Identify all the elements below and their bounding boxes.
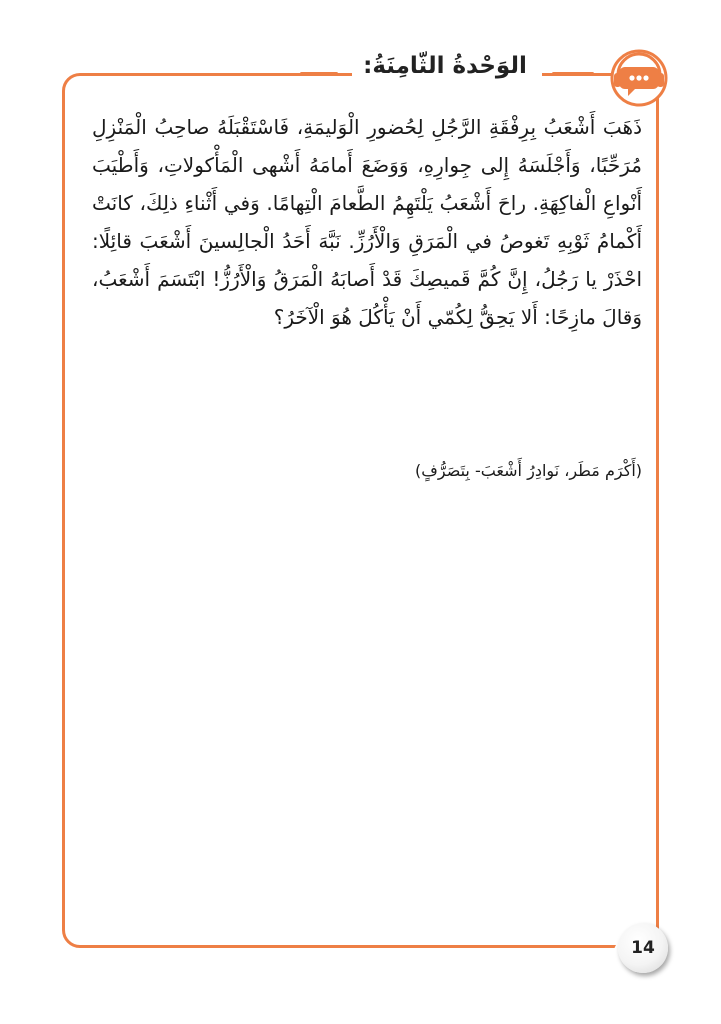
source-citation: (أَكْرَم مَطَر، نَوادِرُ أَشْعَبَ- بِتَصَرُّفٍ) — [415, 461, 642, 480]
story-paragraph: ذَهَبَ أَشْعَبُ بِرِفْقَةِ الرَّجُلِ لِحُضورِ الْوَليمَةِ، فَاسْتَقْبَلَهُ صاحِبُ الْمَنْزِلِ مُرَحِّبًا، وَأَجْلَسَهُ إِلى جِوارِهِ، وَوَضَعَ أَمامَهُ أَشْهى الْمَأْكولاتِ، وَأَطْيَبَ أَنْواعِ الْفاكِهَةِ. راحَ أَشْعَبُ يَلْتَهِمُ الطَّعامَ الْتِهامًا. وَفي أَثْناءِ ذلِكَ، كانَتْ أَكْمامُ ثَوْبِهِ تَغوصُ في الْمَرَقِ وَالْأَرُزِّ. نَبَّهَ أَحَدُ الْجالِسينَ أَشْعَبَ قائِلًا: احْذَرْ يا رَجُلُ، إِنَّ كُمَّ قَميصِكَ قَدْ أَصابَهُ الْمَرَقُ وَالْأَرُزُّ! ابْتَسَمَ أَشْعَبُ، وَقالَ مازِحًا: أَلا يَحِقُّ لِكُمّي أَنْ يَأْكُلَ هُوَ الْآخَرُ؟ — [92, 115, 642, 329]
header-dash-right — [552, 72, 594, 75]
header-dash-left — [300, 72, 338, 75]
page-number: 14 — [618, 923, 668, 973]
unit-title: الوَحْدةُ الثّامِنَةُ: — [363, 53, 527, 79]
chat-bubble-headset-icon — [606, 45, 672, 111]
